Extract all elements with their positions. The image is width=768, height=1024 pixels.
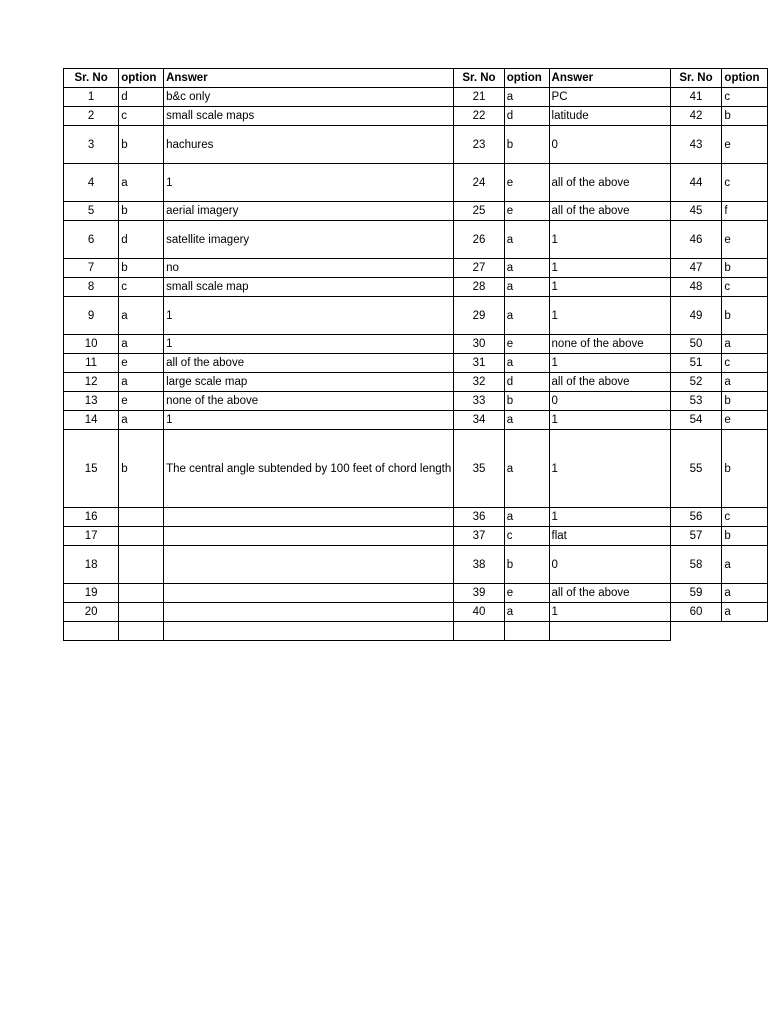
table-row [64,603,768,622]
sr-no-cell: 31 [454,354,504,373]
answer-cell: 1 [549,354,670,373]
option-cell: d [504,107,549,126]
sr-no-cell: 35 [454,430,504,508]
option-cell: e [119,392,164,411]
sr-no-cell: 40 [454,603,504,622]
answer-cell: b&c only [164,88,454,107]
answer-cell [164,584,454,603]
table-row [64,297,768,335]
option-cell: e [722,126,768,164]
sr-no-cell: 56 [670,508,722,527]
sr-no-cell: 17 [64,527,119,546]
header-sr-no-2: Sr. No [454,69,504,88]
option-cell: a [504,259,549,278]
table-row [64,126,768,164]
option-cell: a [119,373,164,392]
header-answer-2: Answer [549,69,670,88]
table-row [64,392,768,411]
table-row [64,411,768,430]
sr-no-cell: 13 [64,392,119,411]
option-cell: a [504,508,549,527]
sr-no-cell: 3 [64,126,119,164]
answer-cell: 1 [549,259,670,278]
table-row [64,508,768,527]
option-cell: b [722,297,768,335]
answer-cell [164,603,454,622]
table-row [64,373,768,392]
option-cell [119,584,164,603]
sr-no-cell: 11 [64,354,119,373]
option-cell: c [722,88,768,107]
option-cell: a [504,411,549,430]
option-cell: c [119,107,164,126]
answer-cell: flat [549,527,670,546]
sr-no-cell: 39 [454,584,504,603]
option-cell: d [119,88,164,107]
sr-no-cell: 25 [454,202,504,221]
table-row [64,546,768,584]
option-cell: d [119,221,164,259]
empty-cell [549,622,670,641]
option-cell: c [722,164,768,202]
sr-no-cell: 27 [454,259,504,278]
sr-no-cell: 15 [64,430,119,508]
sr-no-cell: 1 [64,88,119,107]
empty-cell [454,622,504,641]
table-row [64,202,768,221]
option-cell: a [722,584,768,603]
answer-cell: 1 [549,278,670,297]
answer-cell: 1 [164,411,454,430]
header-option-2: option [504,69,549,88]
option-cell: c [119,278,164,297]
sr-no-cell: 46 [670,221,722,259]
sr-no-cell: 16 [64,508,119,527]
sr-no-cell: 37 [454,527,504,546]
sr-no-cell: 41 [670,88,722,107]
sr-no-cell: 22 [454,107,504,126]
option-cell: a [722,603,768,622]
sr-no-cell: 9 [64,297,119,335]
sr-no-cell: 26 [454,221,504,259]
option-cell: a [504,603,549,622]
option-cell [119,603,164,622]
answer-cell [164,527,454,546]
sr-no-cell: 42 [670,107,722,126]
blank-cell [670,622,722,641]
option-cell: e [119,354,164,373]
option-cell: b [722,259,768,278]
empty-cell [119,622,164,641]
option-cell: b [722,392,768,411]
option-cell: a [119,335,164,354]
sr-no-cell: 8 [64,278,119,297]
sr-no-cell: 20 [64,603,119,622]
answer-cell: 0 [549,546,670,584]
option-cell: a [504,297,549,335]
sr-no-cell: 43 [670,126,722,164]
sr-no-cell: 10 [64,335,119,354]
answer-cell [164,508,454,527]
answer-cell: 0 [549,392,670,411]
option-cell: b [722,107,768,126]
sr-no-cell: 60 [670,603,722,622]
sr-no-cell: 59 [670,584,722,603]
table-row [64,335,768,354]
option-cell: b [504,126,549,164]
answer-cell: 1 [549,430,670,508]
option-cell: c [722,354,768,373]
option-cell: a [722,335,768,354]
empty-cell [504,622,549,641]
answer-cell [164,546,454,584]
header-option-1: option [119,69,164,88]
sr-no-cell: 55 [670,430,722,508]
answer-cell: small scale maps [164,107,454,126]
answer-cell: 1 [164,164,454,202]
answer-cell: latitude [549,107,670,126]
sr-no-cell: 58 [670,546,722,584]
sr-no-cell: 33 [454,392,504,411]
table-row [64,221,768,259]
sr-no-cell: 45 [670,202,722,221]
option-cell: a [722,546,768,584]
option-cell: b [119,126,164,164]
answer-cell: 1 [549,508,670,527]
table-row [64,527,768,546]
answer-cell: satellite imagery [164,221,454,259]
option-cell: e [504,202,549,221]
empty-trailing-row [64,622,768,641]
sr-no-cell: 44 [670,164,722,202]
sr-no-cell: 6 [64,221,119,259]
sr-no-cell: 7 [64,259,119,278]
answer-cell: 1 [549,603,670,622]
answer-cell: The central angle subtended by 100 feet of chord length [164,430,454,508]
answer-cell: large scale map [164,373,454,392]
answer-cell: 1 [164,297,454,335]
sr-no-cell: 2 [64,107,119,126]
option-cell: a [722,373,768,392]
answer-cell: all of the above [164,354,454,373]
sr-no-cell: 32 [454,373,504,392]
option-cell: a [504,88,549,107]
table-row [64,354,768,373]
option-cell: b [119,259,164,278]
option-cell: b [119,430,164,508]
answer-cell: aerial imagery [164,202,454,221]
sr-no-cell: 47 [670,259,722,278]
answer-key-table [63,68,768,641]
option-cell: b [722,527,768,546]
sr-no-cell: 5 [64,202,119,221]
option-cell: b [504,546,549,584]
header-option-3: option [722,69,768,88]
option-cell [119,508,164,527]
option-cell: a [504,278,549,297]
sr-no-cell: 53 [670,392,722,411]
table-row [64,259,768,278]
answer-cell: 0 [549,126,670,164]
sr-no-cell: 54 [670,411,722,430]
answer-cell: hachures [164,126,454,164]
table-row [64,107,768,126]
header-row [64,69,768,88]
sr-no-cell: 52 [670,373,722,392]
sr-no-cell: 24 [454,164,504,202]
option-cell: a [119,297,164,335]
sr-no-cell: 51 [670,354,722,373]
sr-no-cell: 57 [670,527,722,546]
sr-no-cell: 23 [454,126,504,164]
empty-cell [164,622,454,641]
sr-no-cell: 49 [670,297,722,335]
option-cell [119,527,164,546]
sr-no-cell: 4 [64,164,119,202]
sr-no-cell: 19 [64,584,119,603]
option-cell: f [722,202,768,221]
sr-no-cell: 38 [454,546,504,584]
option-cell: a [504,221,549,259]
option-cell: b [119,202,164,221]
header-answer-1: Answer [164,69,454,88]
option-cell: e [504,584,549,603]
option-cell: a [504,354,549,373]
table-row [64,278,768,297]
header-sr-no-3: Sr. No [670,69,722,88]
option-cell: a [504,430,549,508]
option-cell: c [722,278,768,297]
answer-cell: 1 [549,297,670,335]
answer-cell: none of the above [549,335,670,354]
answer-cell: PC [549,88,670,107]
sr-no-cell: 34 [454,411,504,430]
option-cell: c [504,527,549,546]
answer-cell: all of the above [549,584,670,603]
option-cell: e [722,411,768,430]
option-cell: e [504,335,549,354]
table-row [64,164,768,202]
sr-no-cell: 48 [670,278,722,297]
sr-no-cell: 21 [454,88,504,107]
option-cell: d [504,373,549,392]
table-row [64,430,768,508]
answer-cell: 1 [164,335,454,354]
answer-cell: 1 [549,411,670,430]
sr-no-cell: 36 [454,508,504,527]
option-cell: a [119,411,164,430]
answer-cell: none of the above [164,392,454,411]
option-cell: e [504,164,549,202]
empty-cell [64,622,119,641]
option-cell: a [119,164,164,202]
sr-no-cell: 30 [454,335,504,354]
answer-cell: all of the above [549,373,670,392]
sr-no-cell: 14 [64,411,119,430]
option-cell: e [722,221,768,259]
answer-cell: all of the above [549,202,670,221]
table-row [64,88,768,107]
table-row [64,584,768,603]
sr-no-cell: 12 [64,373,119,392]
answer-cell: all of the above [549,164,670,202]
option-cell: b [722,430,768,508]
option-cell: b [504,392,549,411]
answer-cell: small scale map [164,278,454,297]
answer-cell: 1 [549,221,670,259]
sr-no-cell: 28 [454,278,504,297]
option-cell [119,546,164,584]
sr-no-cell: 18 [64,546,119,584]
option-cell: c [722,508,768,527]
sr-no-cell: 29 [454,297,504,335]
answer-cell: no [164,259,454,278]
blank-cell [722,622,768,641]
header-sr-no-1: Sr. No [64,69,119,88]
sr-no-cell: 50 [670,335,722,354]
